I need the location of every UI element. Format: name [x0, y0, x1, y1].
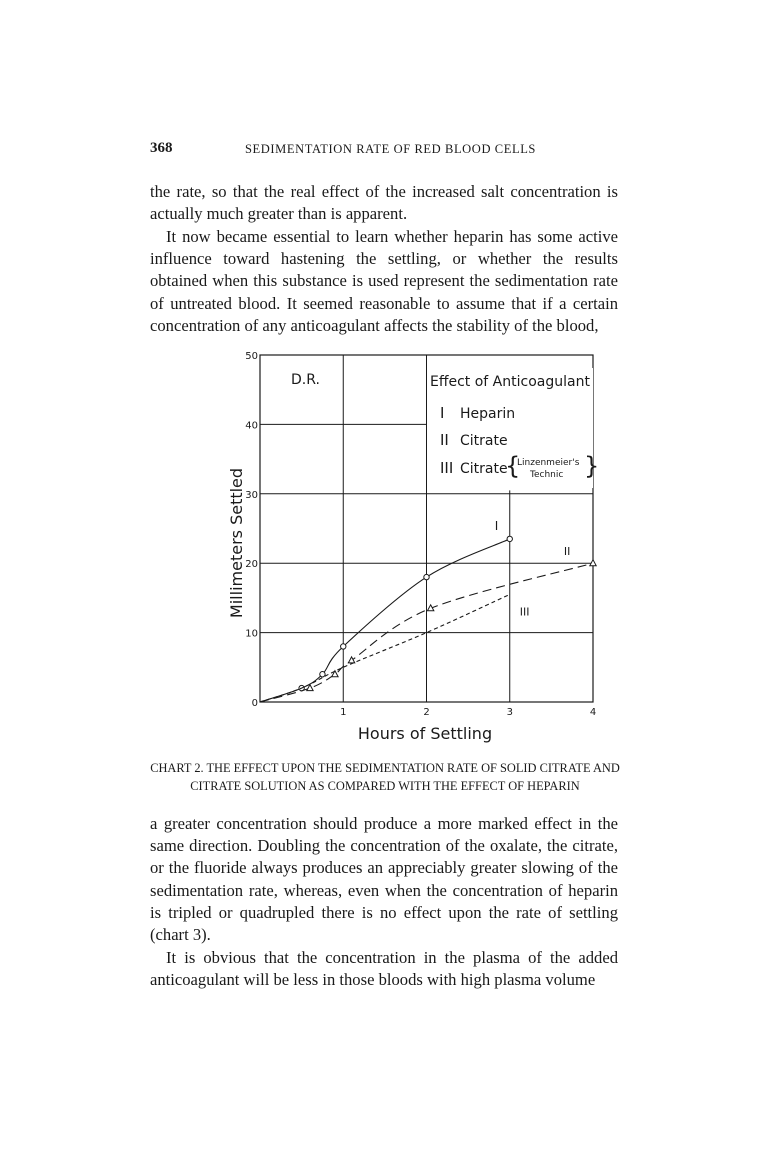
chart-series — [260, 519, 596, 702]
data-point-circle — [320, 672, 325, 677]
data-point-circle — [341, 644, 346, 649]
legend-numeral-3: III — [440, 459, 454, 477]
y-tick-label: 0 — [251, 698, 258, 709]
paragraph-3: a greater concentration should produce a more marked effect in the same direction. Doubling the concentration of the oxalate, the citrate, or the fluoride always produces an appreciably greater slowing of the sedimentation rate, whereas, even when the concentration of heparin is tripled or quadrupled there is no effect upon the rate of settling (chart 3). — [150, 814, 618, 945]
y-tick-label: 50 — [245, 351, 258, 362]
paragraph-2: It now became essential to learn whether heparin has some active influence toward hastening the settling, or whether the results obtained when this substance is used represent the sedimentation rate of untreated blood. It seemed reasonable to assume that if a certain concentration of any anticoagulant affects the stability of the blood, — [150, 227, 618, 335]
sedimentation-chart — [215, 350, 615, 745]
x-tick-label: 3 — [506, 707, 513, 718]
running-title: SEDIMENTATION RATE OF RED BLOOD CELLS — [245, 142, 536, 156]
chart-caption — [150, 759, 620, 795]
data-point-triangle — [332, 671, 338, 677]
data-point-triangle — [348, 657, 354, 663]
x-axis-label: Hours of Settling — [357, 724, 493, 743]
y-tick-label: 30 — [245, 489, 258, 501]
legend-title: Effect of Anticoagulant — [430, 374, 590, 390]
y-tick-label: 20 — [245, 559, 258, 571]
legend-label-heparin: Heparin — [460, 406, 516, 422]
page-number: 368 — [150, 140, 173, 156]
caption-line-2: CITRATE SOLUTION AS COMPARED WITH THE EFFECT OF HEPARIN — [190, 779, 580, 793]
paragraph-1: the rate, so that the real effect of the increased salt concentration is actually much greater than is apparent. — [150, 182, 618, 224]
paragraph-4: It is obvious that the concentration in the plasma of the added anticoagulant will be less in those bloods with high plasma volume — [150, 948, 618, 990]
corner-label: D.R. — [291, 372, 320, 388]
y-axis-label: Millimeters Settled — [227, 467, 246, 619]
legend-numeral-1: I — [440, 404, 445, 422]
x-tick-label: 4 — [589, 707, 597, 718]
x-tick-label: 2 — [423, 707, 430, 718]
legend-brace-left: { — [505, 452, 521, 480]
series-label-3: III — [519, 605, 530, 619]
series-line-3 — [260, 594, 510, 702]
data-point-circle — [424, 574, 429, 579]
legend-label-citrate-linzenmeier: Citrate — [460, 461, 508, 477]
legend-note-line2: Technic — [530, 470, 564, 480]
legend-brace-right: } — [584, 452, 600, 480]
caption-line-1: CHART 2. THE EFFECT UPON THE SEDIMENTATION RATE OF SOLID CITRATE AND — [150, 761, 620, 775]
x-tick-label: 1 — [340, 707, 347, 718]
y-tick-label: 10 — [245, 628, 258, 640]
series-label-2: II — [563, 544, 571, 558]
legend-numeral-2: II — [440, 431, 449, 449]
y-tick-label: 40 — [245, 420, 258, 432]
legend-note-line1: Linzenmeier's — [517, 458, 580, 468]
series-label-1: I — [494, 518, 499, 533]
legend-label-citrate: Citrate — [460, 433, 508, 449]
data-point-circle — [507, 536, 512, 541]
